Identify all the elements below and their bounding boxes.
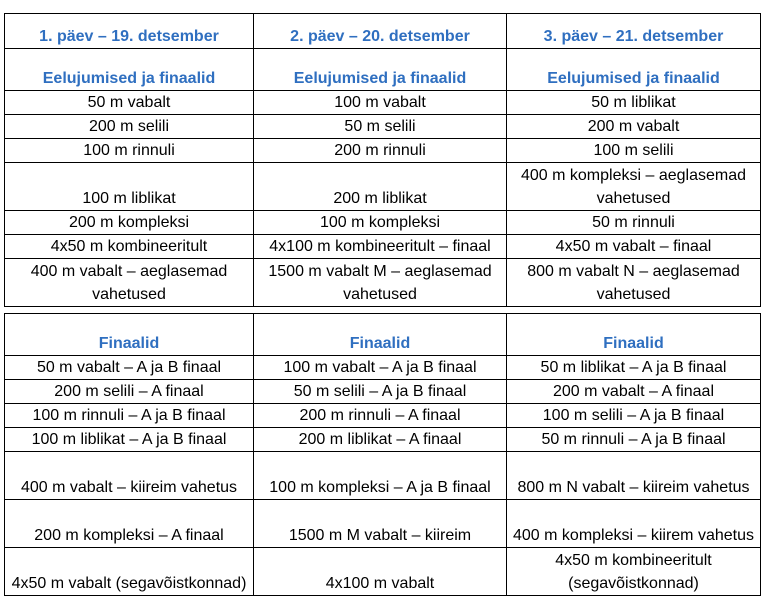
finals-label-day-2: Finaalid bbox=[254, 314, 507, 356]
heats-label-day-1: Eelujumised ja finaalid bbox=[5, 49, 254, 91]
day-2-header: 2. päev – 20. detsember bbox=[254, 14, 507, 49]
table-cell: 4x50 m kombineeritult bbox=[5, 235, 254, 259]
table-cell: 100 m rinnuli – A ja B finaal bbox=[5, 404, 254, 428]
heats-label-day-3: Eelujumised ja finaalid bbox=[507, 49, 761, 91]
finals-table bbox=[4, 313, 761, 596]
table-cell: 50 m selili bbox=[254, 115, 507, 139]
table-cell: 200 m kompleksi – A finaal bbox=[5, 500, 254, 548]
table-cell: 50 m vabalt – A ja B finaal bbox=[5, 356, 254, 380]
table-cell: 100 m selili bbox=[507, 139, 761, 163]
day-3-header: 3. päev – 21. detsember bbox=[507, 14, 761, 49]
table-cell: 4x50 m kombineeritult (segavõistkonnad) bbox=[507, 548, 761, 596]
table-cell: 1500 m M vabalt – kiireim bbox=[254, 500, 507, 548]
table-cell: 50 m rinnuli – A ja B finaal bbox=[507, 428, 761, 452]
table-cell: 400 m vabalt – aeglasemad vahetused bbox=[5, 259, 254, 307]
table-cell: 50 m liblikat bbox=[507, 91, 761, 115]
table-cell: 50 m selili – A ja B finaal bbox=[254, 380, 507, 404]
table-cell: 400 m kompleksi – aeglasemad vahetused bbox=[507, 163, 761, 211]
table-cell: 200 m vabalt bbox=[507, 115, 761, 139]
table-cell: 100 m vabalt bbox=[254, 91, 507, 115]
table-cell: 100 m kompleksi – A ja B finaal bbox=[254, 452, 507, 500]
table-cell: 200 m liblikat – A finaal bbox=[254, 428, 507, 452]
finals-label-day-1: Finaalid bbox=[5, 314, 254, 356]
table-cell: 200 m rinnuli bbox=[254, 139, 507, 163]
table-cell: 400 m vabalt – kiireim vahetus bbox=[5, 452, 254, 500]
table-cell: 200 m selili – A finaal bbox=[5, 380, 254, 404]
table-cell: 4x100 m kombineeritult – finaal bbox=[254, 235, 507, 259]
table-cell: 4x50 m vabalt (segavõistkonnad) bbox=[5, 548, 254, 596]
table-cell: 100 m vabalt – A ja B finaal bbox=[254, 356, 507, 380]
table-cell: 4x50 m vabalt – finaal bbox=[507, 235, 761, 259]
table-cell: 200 m kompleksi bbox=[5, 211, 254, 235]
table-cell: 100 m liblikat bbox=[5, 163, 254, 211]
table-cell: 100 m liblikat – A ja B finaal bbox=[5, 428, 254, 452]
table-cell: 200 m rinnuli – A finaal bbox=[254, 404, 507, 428]
table-cell: 800 m vabalt N – aeglasemad vahetused bbox=[507, 259, 761, 307]
finals-label-day-3: Finaalid bbox=[507, 314, 761, 356]
table-cell: 200 m liblikat bbox=[254, 163, 507, 211]
table-cell: 1500 m vabalt M – aeglasemad vahetused bbox=[254, 259, 507, 307]
table-cell: 50 m rinnuli bbox=[507, 211, 761, 235]
table-cell: 400 m kompleksi – kiirem vahetus bbox=[507, 500, 761, 548]
heats-label-day-2: Eelujumised ja finaalid bbox=[254, 49, 507, 91]
day-1-header: 1. päev – 19. detsember bbox=[5, 14, 254, 49]
table-cell: 200 m vabalt – A finaal bbox=[507, 380, 761, 404]
table-cell: 100 m kompleksi bbox=[254, 211, 507, 235]
heats-table bbox=[4, 13, 761, 307]
table-cell: 50 m vabalt bbox=[5, 91, 254, 115]
table-cell: 50 m liblikat – A ja B finaal bbox=[507, 356, 761, 380]
table-cell: 200 m selili bbox=[5, 115, 254, 139]
table-cell: 100 m selili – A ja B finaal bbox=[507, 404, 761, 428]
table-cell: 4x100 m vabalt bbox=[254, 548, 507, 596]
table-cell: 100 m rinnuli bbox=[5, 139, 254, 163]
table-cell: 800 m N vabalt – kiireim vahetus bbox=[507, 452, 761, 500]
